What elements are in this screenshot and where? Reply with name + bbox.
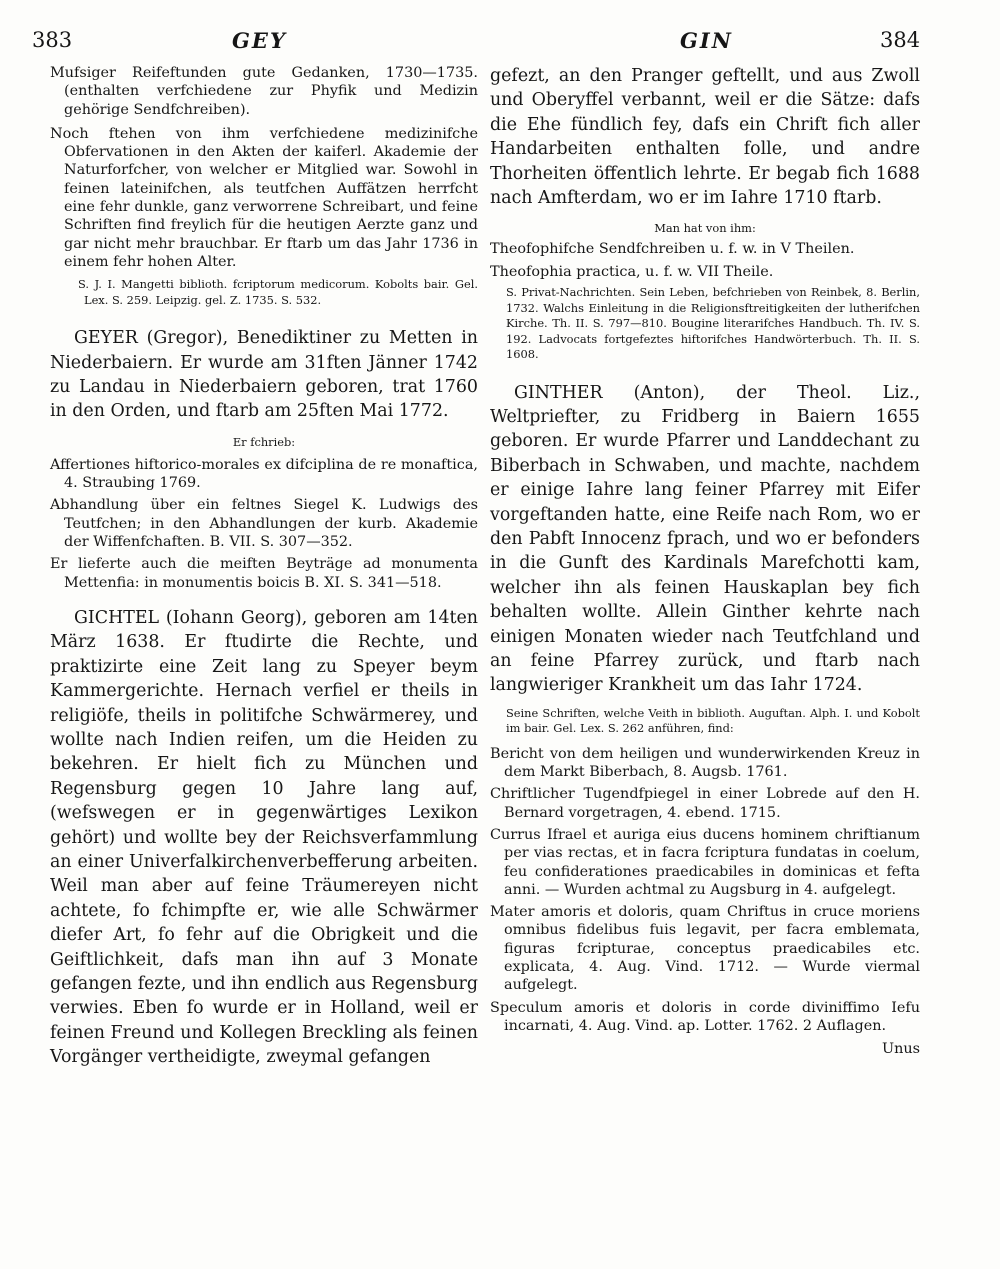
entry-ginther: GINTHER (Anton), der Theol. Liz., Weltpriefter, zu Fridberg in Baiern 1655 geboren. Er wurde Pfarrer und Landdechant zu Biberbach in Schwaben, und machte, nachdem er einige Iahre lang feiner Pfarrey mit Eifer vorgeftanden hatte, eine Reife nach Rom, wo er den Pabft Innocenz fprach, und wo er befonders in die Gunft des Kardinals Marefchotti kam, welcher ihn als feinen Hauskaplan bey fich behalten wollte. Allein Ginther kehrte nach einigen Monaten wieder nach Teutfchland und an feine Pfarrey zurück, und ftarb nach langwieriger Krankheit um das Iahr 1724.: [490, 382, 920, 696]
page-number-left: 383: [32, 28, 73, 52]
catchword: Unus: [881, 1041, 920, 1058]
reference-note: S. Privat-Nachrichten. Sein Leben, befchrieben von Reinbek, 8. Berlin, 1732. Walchs Einleitung in die Religionsftreitigkeiten der lutherifchen Kirche. Th. II. S. 797—810. Bougine literarifches Handbuch. Th. IV. S. 192. Ladvocats fortgefeztes hiftorifches Handwörterbuch. Th. II. S. 1608.: [506, 285, 920, 362]
right-column: [490, 64, 920, 1057]
reference-note: S. J. I. Mangetti biblioth. fcriptorum medicorum. Kobolts bair. Gel. Lex. S. 259. Leipzig. gel. Z. 1735. S. 532.: [78, 277, 478, 307]
work-entry: Chriftlicher Tugendfpiegel in einer Lobrede auf den H. Bernard vorgetragen, 4. ebend. 1715.: [490, 786, 920, 821]
running-title-right: GIN: [680, 28, 733, 53]
work-entry: Speculum amoris et doloris in corde diviniffimo Iefu incarnati, 4. Aug. Vind. ap. Lotter. 1762. 2 Auflagen.: [490, 999, 920, 1034]
entry-geyer: GEYER (Gregor), Benediktiner zu Metten in Niederbaiern. Er wurde am 31ften Jänner 1742 zu Landau in Niederbaiern geboren, trat 1760 in den Orden, und ftarb am 25ften Mai 1772.: [50, 328, 478, 422]
entry-gichtel: GICHTEL (Iohann Georg), geboren am 14ten März 1638. Er ftudirte die Rechte, und praktizirte eine Zeit lang zu Speyer beym Kammergerichte. Hernach verfiel er theils in religiöfe, theils in politifche Schwärmerey, und wollte nach Indien reifen, um die Heiden zu bekehren. Er hielt fich zu München und Regensburg gegen 10 Jahre lang auf, (wefswegen er in gegenwärtiges Lexikon gehört) und wollte bey der Reichsverfammlung an einer Univerfalkirchenverbefferung arbeiten. Weil man aber auf feine Träumereyen nicht achtete, fo fchimpfte er, wie alle Schwärmer diefer Art, fo fehr auf die Obrigkeit und die Geiftlichkeit, dafs man ihn auf 3 Monate gefangen fezte, und ihn endlich aus Regensburg verwies. Eben fo wurde er in Holland, weil er feinen Freund und Kollegen Breckling als feinen Vorgänger vertheidigte, zweymal gefangen: [50, 607, 478, 1068]
work-entry: Abhandlung über ein feltnes Siegel K. Ludwigs des Teutfchen; in den Abhandlungen der kurb. Akademie der Wiffenfchaften. B. VII. S. 307—352.: [50, 497, 478, 551]
page-number-right: 384: [880, 28, 921, 52]
work-entry: Theofophifche Sendfchreiben u. f. w. in V Theilen.: [490, 241, 855, 258]
work-entry: Theofophia practica, u. f. w. VII Theile.: [490, 263, 774, 280]
work-entry: Affertiones hiftorico-morales ex difciplina de re monaftica, 4. Straubing 1769.: [50, 456, 478, 492]
work-entry: Currus Ifrael et auriga eius ducens hominem chriftianum per vias rectas, et in facra fcriptura fundatas in coelum, feu confiderationes praedicabiles in dominicas et fefta anni. — Wurden achtmal zu Augsburg in 4. aufgelegt.: [490, 827, 920, 898]
work-entry: Mufsiger Reifeftunden gute Gedanken, 1730—1735. (enthalten verfchiedene zur Phyfik und Medizin gehörige Sendfchreiben).: [50, 65, 478, 118]
work-entry: Er lieferte auch die meiften Beyträge ad monumenta Mettenfia: in monumentis boicis B. XI. S. 341—518.: [50, 556, 478, 591]
works-heading: Seine Schriften, welche Veith in biblioth. Auguftan. Alph. I. und Kobolt im bair. Gel. Lex. S. 262 anführen, find:: [506, 705, 920, 736]
running-title-left: GEY: [232, 28, 287, 53]
left-column: [50, 64, 478, 1070]
paragraph: Noch ftehen von ihm verfchiedene medizinifche Obfervationen in den Akten der kaiferl. Akademie der Naturforfcher, von welcher er Mitglied war. Sowohl in feinen lateinifchen, als teutfchen Auffätzen herrfcht eine fehr dunkle, ganz verworrene Schreibart, und feine Schriften find freylich für die heutigen Aerzte ganz und gar nicht mehr brauchbar. Er ftarb um das Jahr 1736 in einem fehr hohen Alter.: [50, 125, 478, 270]
works-heading: Man hat von ihm:: [654, 221, 756, 236]
entry-gichtel-continued: gefezt, an den Pranger geftellt, und aus Zwoll und Oberyffel verbannt, weil er die Sätze: dafs die Ehe fündlich fey, dafs ein Chrift fich aller Handarbeiten enthalten folle, und andre Thorheiten öffentlich lehrte. Er begab fich 1688 nach Amfterdam, wo er im Iahre 1710 ftarb.: [490, 66, 920, 209]
work-entry: Bericht von dem heiligen und wunderwirkenden Kreuz in dem Markt Biberbach, 8. Augsb. 1761.: [490, 745, 920, 781]
work-entry: Mater amoris et doloris, quam Chriftus in cruce moriens omnibus fidelibus fuis legavit, per facra emblemata, figuras fcripturae, conceptus praedicabiles etc. explicata, 4. Aug. Vind. 1712. — Wurde viermal aufgelegt.: [490, 904, 920, 994]
works-heading: Er fchrieb:: [232, 434, 296, 449]
